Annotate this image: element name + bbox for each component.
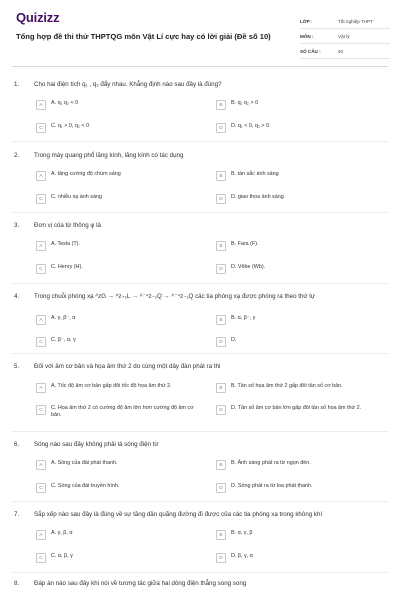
option-text: B. Fara (F). [231,241,259,247]
option-d[interactable] [216,553,381,563]
option-c[interactable] [36,553,201,563]
option-c[interactable] [36,123,201,133]
option-checkbox[interactable]: C [36,194,46,204]
option-b[interactable] [216,171,381,181]
option-c[interactable] [36,483,201,493]
option-a[interactable] [36,241,201,251]
option-checkbox[interactable]: B [216,171,226,181]
header-divider [12,66,388,67]
question-number: 7. [14,511,20,518]
worksheet-header [0,0,400,62]
option-text: C. α, β, γ [51,553,73,559]
option-checkbox[interactable]: A [36,315,46,325]
option-checkbox[interactable]: A [36,460,46,470]
option-text: B. tán sắc ánh sáng [231,171,279,177]
meta-key: LỚP : [300,18,313,24]
option-b[interactable] [216,315,381,325]
option-text: A. Tesla (T). [51,241,80,247]
meta-value: Tốt nghiệp THPT [338,18,373,24]
question-text: Đáp án nào sau đây khi nói về tương tác giữa hai dòng điện thẳng song song [34,580,247,587]
option-checkbox[interactable]: A [36,530,46,540]
meta-row-count [300,44,390,59]
question-text: Đơn vị của từ thông φ là [34,222,101,229]
option-text: C. Họa âm thứ 2 có cường độ âm lớn hơn cường độ âm cơ bản. [51,405,194,418]
option-text: D. giao thoa ánh sáng [231,194,284,200]
option-a[interactable] [36,315,201,325]
option-checkbox[interactable]: C [36,337,46,347]
option-checkbox[interactable]: C [36,405,46,415]
question-separator [12,283,388,284]
option-d[interactable] [216,123,381,133]
option-d[interactable] [216,405,381,415]
question-separator [12,212,388,213]
option-text: A. γ, β⁻, α [51,315,76,321]
option-text: D. Tần số âm cơ bản lớn gấp đôi tần số họa âm thứ 2. [231,405,362,411]
option-checkbox[interactable]: B [216,460,226,470]
option-checkbox[interactable]: A [36,383,46,393]
option-checkbox[interactable]: D [216,405,226,415]
option-a[interactable] [36,171,201,181]
question-separator [12,572,388,573]
question-number: 1. [14,81,20,88]
option-b[interactable] [216,383,381,393]
option-c[interactable] [36,264,201,274]
question-number: 4. [14,293,20,300]
question-text: Trong máy quang phổ lăng kính, lăng kính có tác dụng [34,152,184,159]
question-text: Sắp xếp nào sau đây là đúng về sự tăng dần quãng đường đi được của các tia phóng xạ trong không khí [34,511,323,518]
meta-row-class [300,14,390,29]
option-a[interactable] [36,100,201,110]
option-checkbox[interactable]: D [216,264,226,274]
option-checkbox[interactable]: B [216,530,226,540]
option-text: A. Tốc độ âm cơ bản gấp đôi tốc độ họa âm thứ 2. [51,383,172,389]
option-text: C. Sóng của đài truyền hình. [51,483,120,489]
option-text: A. tăng cường độ chùm sáng [51,171,121,177]
option-text: B. α, β⁻, γ [231,315,256,321]
option-checkbox[interactable]: C [36,264,46,274]
option-c[interactable] [36,405,201,419]
option-a[interactable] [36,383,201,393]
meta-key: SỐ CÂU : [300,48,321,54]
option-c[interactable] [36,337,201,347]
option-text: D. Vêbe (Wb). [231,264,266,270]
meta-key: MÔN : [300,33,314,39]
option-a[interactable] [36,530,201,540]
option-text: B. α, γ, β [231,530,253,536]
meta-value: 40 [338,48,344,54]
option-text: D. Sóng phát ra từ loa phát thanh. [231,483,313,489]
meta-value: Vật lý [338,33,350,39]
option-text: B. q₁ q₂ > 0 [231,100,259,106]
question-number: 8. [14,580,20,587]
question-text: Cho hai điện tích q₁ , q₂ đẩy nhau. Khẳng định nào sau đây là đúng? [34,81,222,88]
question-text: Trong chuỗi phóng xạ ᴬᴢG → ᴬᴢ₊₁L → ᴬ⁻⁴ᴢ₋₁Q → ᴬ⁻⁴ᴢ₋₁Q các tia phóng xạ được phóng ra theo thứ tự [34,293,316,300]
option-text: A. q₁ q₂ < 0 [51,100,79,106]
option-checkbox[interactable]: D [216,483,226,493]
option-d[interactable] [216,264,381,274]
option-d[interactable] [216,194,381,204]
option-text: D. [231,337,237,343]
option-text: B. Tần số họa âm thứ 2 gấp đôi tần số cơ bản. [231,383,343,389]
option-text: C. q₁ > 0, q₂ < 0 [51,123,90,129]
option-text: C. nhiễu xạ ánh sáng [51,194,102,200]
option-text: B. Ánh sáng phát ra từ ngọn đèn. [231,460,311,466]
question-number: 2. [14,152,20,159]
question-text: Đối với âm cơ bản và họa âm thứ 2 do cùng một dây đàn phát ra thì [34,363,221,370]
question-text: Sóng nào sau đây không phải là sóng điện từ [34,441,159,448]
page-title: Tổng hợp đề thi thử THPTQG môn Vật Lí cực hay có lời giải (Đề số 10) [16,32,271,41]
option-checkbox[interactable]: C [36,123,46,133]
option-a[interactable] [36,460,201,470]
option-text: C. Henry (H). [51,264,83,270]
option-c[interactable] [36,194,201,204]
option-b[interactable] [216,241,381,251]
option-checkbox[interactable]: A [36,241,46,251]
option-d[interactable] [216,483,381,493]
option-checkbox[interactable]: D [216,194,226,204]
meta-table [300,14,390,59]
option-b[interactable] [216,460,381,470]
option-checkbox[interactable]: C [36,553,46,563]
option-checkbox[interactable]: A [36,171,46,181]
question-number: 5. [14,363,20,370]
option-d[interactable] [216,337,381,347]
option-checkbox[interactable]: C [36,483,46,493]
question-separator [12,141,388,142]
option-checkbox[interactable]: B [216,315,226,325]
option-text: D. q₁ < 0, q₂ > 0 [231,123,270,129]
option-b[interactable] [216,530,381,540]
option-text: D. β, γ, α [231,553,253,559]
option-checkbox[interactable]: B [216,100,226,110]
question-number: 3. [14,222,20,229]
question-number: 6. [14,441,20,448]
option-checkbox[interactable]: D [216,553,226,563]
quizizz-logo[interactable]: Quizizz [16,10,60,25]
option-checkbox[interactable]: A [36,100,46,110]
meta-row-subject [300,29,390,44]
option-checkbox[interactable]: D [216,123,226,133]
option-checkbox[interactable]: B [216,241,226,251]
option-checkbox[interactable]: B [216,383,226,393]
option-text: C. β⁻, α, γ [51,337,76,343]
option-text: A. γ, β, α [51,530,73,536]
option-checkbox[interactable]: D [216,337,226,347]
option-text: A. Sóng của đài phát thanh. [51,460,118,466]
option-b[interactable] [216,100,381,110]
question-separator [12,501,388,502]
question-separator [12,431,388,432]
question-separator [12,353,388,354]
